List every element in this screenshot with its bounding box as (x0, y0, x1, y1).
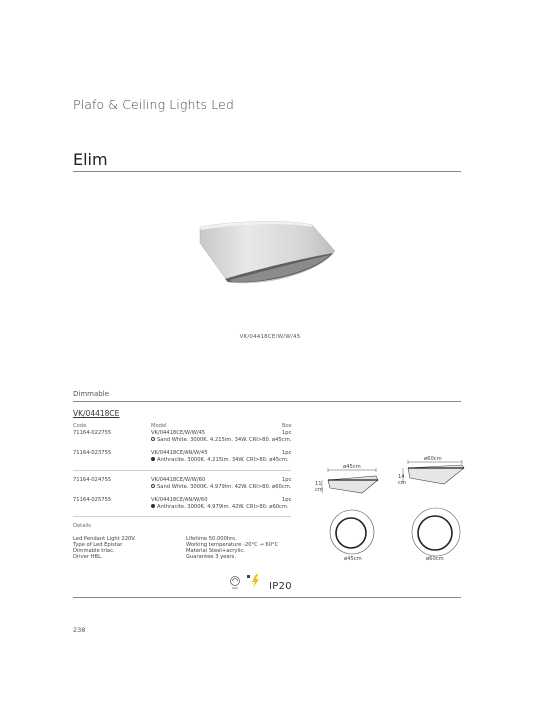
height-dimension: 11 (315, 481, 322, 487)
table-divider (73, 470, 291, 471)
row-model: VK/04418CE/AN/W/45 (151, 450, 208, 456)
detail-line: Led Pendant Light 220V. (73, 536, 136, 542)
anthracite-swatch-icon (151, 504, 155, 508)
row-code: 71164-025755 (73, 497, 112, 503)
detail-line: Material Steel+acrylic. (186, 548, 245, 554)
dimmable-icon (228, 575, 242, 591)
detail-line: Guarantee 3 years. (186, 554, 237, 560)
row-model: VK/04418CE/W/W/45 (151, 430, 206, 436)
detail-line: Lifetime 50.000hrs. (186, 536, 237, 542)
sand-white-swatch-icon (151, 484, 155, 488)
series-title: Plafo & Ceiling Lights Led (73, 97, 234, 112)
header-model: Model (151, 423, 167, 429)
bottom-view-drawing-45 (328, 508, 376, 556)
bottom-dimension: ø45cm (344, 556, 362, 562)
product-photo (190, 205, 340, 295)
row-code: 71164-023755 (73, 450, 112, 456)
row-finish: Anthracite. 3000K. 4.979lm. 42W. CRI>80. ø60cm. (151, 504, 289, 511)
details-label: Details (73, 523, 91, 529)
row-model: VK/04418CE/W/W/60 (151, 477, 206, 483)
reference-code: VK/04418CE (73, 409, 120, 418)
header-box: Box (282, 423, 292, 429)
table-divider (73, 516, 291, 517)
top-dimension: ø60cm (424, 456, 442, 462)
detail-line: Dimmable triac. (73, 548, 115, 554)
section-label: Dimmable (73, 390, 109, 398)
anthracite-swatch-icon (151, 457, 155, 461)
height-dimension: 14 (398, 474, 405, 480)
sand-white-swatch-icon (151, 437, 155, 441)
product-photo-caption: VK/04418CE/W/W/45 (239, 334, 301, 340)
row-box: 1pc (282, 430, 292, 436)
row-box: 1pc (282, 497, 292, 503)
height-unit: cm (315, 487, 323, 493)
header-code: Code (73, 423, 87, 429)
footer-divider (73, 597, 461, 598)
row-finish: Sand White. 3000K. 4.215lm. 34W. CRI>80. ø45cm. (151, 437, 291, 444)
ip-rating: IP20 (269, 581, 292, 592)
row-code: 71164-024755 (73, 477, 112, 483)
row-finish: Anthracite. 3000K. 4.215lm. 34W. CRI>80. ø45cm. (151, 457, 289, 464)
row-model: VK/04418CE/AN/W/60 (151, 497, 208, 503)
section-divider (73, 401, 461, 402)
top-dimension: ø45cm (343, 464, 361, 470)
height-unit: cm (398, 480, 406, 486)
row-box: 1pc (282, 477, 292, 483)
row-finish: Sand White. 3000K. 4.979lm. 42W. CRI>80. ø60cm. (151, 484, 291, 491)
product-title: Elim (73, 150, 108, 169)
led-energy-icon (247, 573, 263, 589)
page-number: 238 (73, 626, 86, 634)
detail-line: Type of Led Epistar. (73, 542, 124, 548)
detail-line: Working temperature -20°C → 60°C (186, 542, 279, 548)
bottom-view-drawing-60 (410, 506, 462, 558)
detail-line: Driver HBL. (73, 554, 103, 560)
row-box: 1pc (282, 450, 292, 456)
title-divider (73, 171, 461, 172)
row-code: 71164-022755 (73, 430, 112, 436)
bottom-dimension: ø60cm (426, 556, 444, 562)
